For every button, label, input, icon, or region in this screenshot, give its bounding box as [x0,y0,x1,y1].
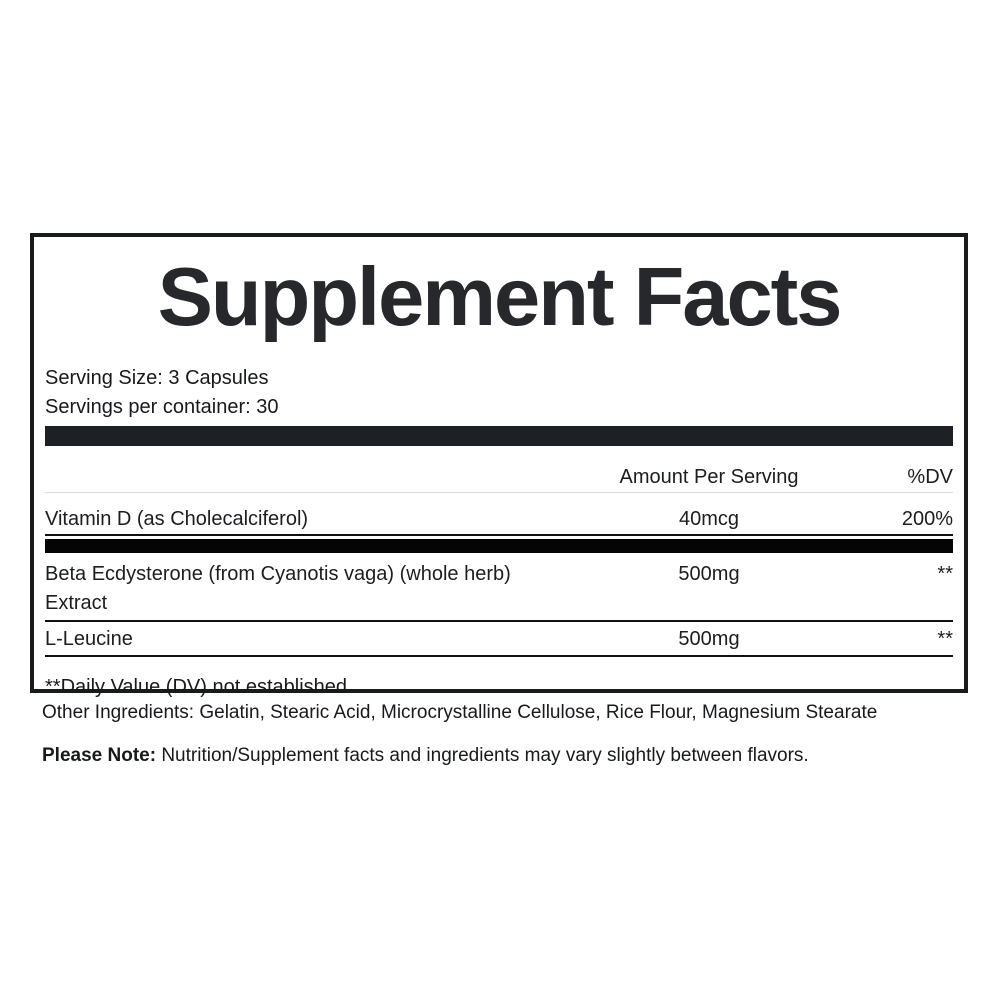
serving-info [45,364,953,422]
table-row [45,509,953,536]
nutrient-amount: 40mcg [678,508,740,530]
table-row [45,560,953,622]
daily-value-footnote: **Daily Value (DV) not established. [45,676,353,698]
nutrient-dv: ** [937,628,953,650]
nutrient-amount: 500mg [678,628,740,650]
table-row [45,629,953,657]
servings-per-container-text: Servings per container: 30 [45,396,279,418]
separator-bar-middle [45,539,953,553]
nutrient-dv: ** [937,563,953,585]
nutrient-name: L-Leucine [45,628,133,650]
separator-bar-top [45,426,953,446]
nutrient-name: Vitamin D (as Cholecalciferol) [45,508,309,530]
supplement-facts-title: Supplement Facts [157,250,841,343]
other-ingredients-text: Other Ingredients: Gelatin, Stearic Acid, Microcrystalline Cellulose, Rice Flour, Magnesium Stearate [42,702,878,723]
serving-size-text: Serving Size: 3 Capsules [45,367,269,389]
table-header-row [45,467,953,493]
nutrient-amount: 500mg [678,563,740,585]
amount-per-serving-header: Amount Per Serving [619,466,799,488]
please-note-label: Please Note: [42,745,157,766]
percent-dv-header: %DV [907,466,953,488]
please-note-line [42,744,972,768]
nutrient-name: Beta Ecdysterone (from Cyanotis vaga) (whole herb) Extract [45,563,511,614]
nutrient-dv: 200% [901,508,953,530]
supplement-facts-box [30,233,968,698]
please-note-text: Nutrition/Supplement facts and ingredients may vary slightly between flavors. [156,745,809,766]
